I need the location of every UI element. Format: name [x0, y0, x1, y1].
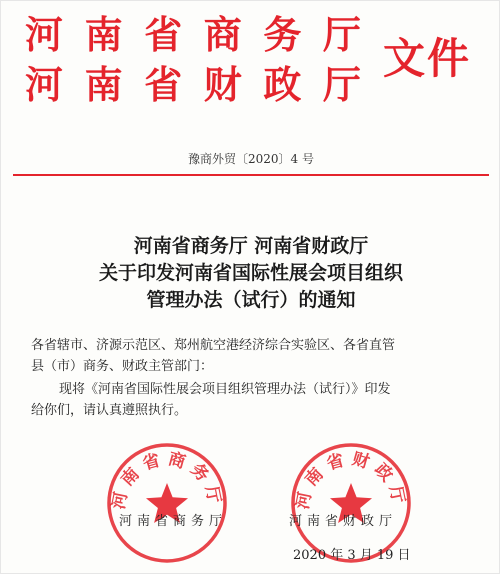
signature-finance: 河南省财政厅	[289, 514, 398, 529]
document-date: 2020 年 3 月 19 日	[293, 548, 411, 563]
title-line-3: 管理办法（试行）的通知	[146, 289, 356, 311]
recipients-line-1: 各省辖市、济源示范区、郑州航空港经济综合实验区、各省直管	[31, 338, 396, 353]
red-divider	[13, 174, 489, 176]
document-title	[1, 233, 500, 314]
seal-finance-text: 河南省财政厅	[292, 449, 410, 511]
body-line-2: 给你们，请认真遵照执行。	[31, 403, 188, 418]
title-line-2: 关于印发河南省国际性展会项目组织	[98, 262, 403, 284]
seal-commerce-graphic	[105, 441, 229, 565]
recipients	[31, 335, 491, 377]
body-line-1: 现将《河南省国际性展会项目组织管理办法（试行）》印发	[59, 382, 391, 397]
seal-commerce	[105, 441, 229, 565]
red-header	[25, 7, 485, 119]
seal-commerce-text: 河南省商务厅	[108, 449, 226, 511]
signature-commerce: 河南省商务厅	[119, 514, 228, 529]
body-paragraph	[31, 379, 491, 421]
title-line-1: 河南省商务厅 河南省财政厅	[133, 235, 369, 257]
header-document-label: 文件	[383, 34, 472, 83]
document-number: 豫商外贸〔2020〕4 号	[188, 152, 314, 166]
recipients-line-2: 县（市）商务、财政主管部门：	[31, 359, 214, 374]
header-dept-commerce: 河 南 省 商 务 厅	[25, 12, 361, 57]
header-dept-finance: 河 南 省 财 政 厅	[25, 62, 361, 107]
